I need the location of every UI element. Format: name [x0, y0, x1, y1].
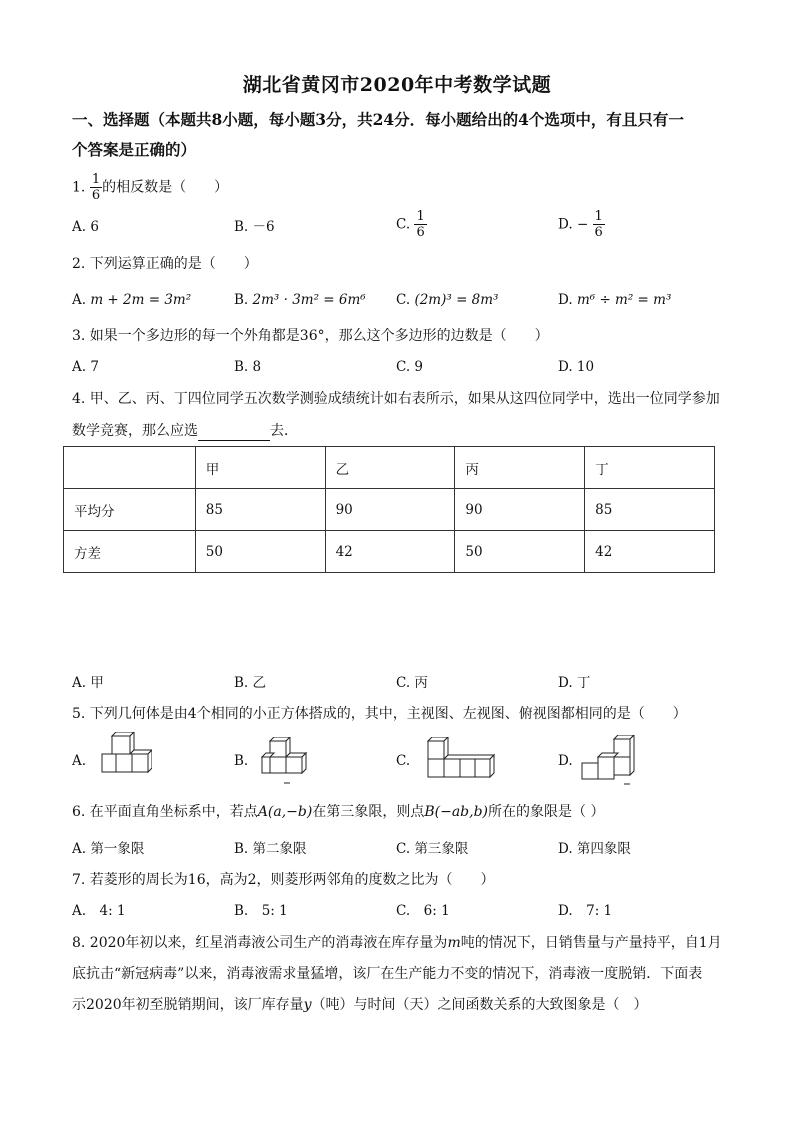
fraction-numerator: 1 [594, 209, 603, 224]
q5-option-c[interactable]: C. [396, 753, 411, 769]
question-6-text-end: 所在的象限是（ ） [488, 804, 605, 820]
page-title: 湖北省黄冈市2020年中考数学试题 [242, 74, 552, 96]
q1-option-d[interactable] [558, 209, 605, 240]
option-value: 6 [90, 219, 99, 235]
q5-option-d[interactable]: D. [558, 753, 573, 769]
question-1-number: 1. [72, 179, 86, 196]
q5-figure-b [258, 737, 314, 787]
option-label: C. [396, 216, 415, 233]
q2-option-d[interactable] [558, 290, 671, 310]
q6-option-d[interactable]: D. 第四象限 [558, 841, 631, 857]
q2-option-a[interactable] [72, 290, 191, 310]
table-cell: 85 [195, 489, 325, 531]
table-header-cell: 丙 [455, 447, 585, 489]
q3-option-a[interactable]: A. 7 [72, 359, 99, 375]
option-label: B. [234, 219, 253, 235]
question-6-text-mid: 在第三象限，则点 [312, 804, 425, 820]
q7-option-b[interactable]: B. 5: 1 [234, 903, 288, 919]
question-6 [72, 802, 604, 822]
fraction-denominator: 6 [416, 225, 425, 240]
table-cell: 42 [325, 531, 455, 573]
option-label: D. [558, 216, 577, 233]
point-a: A(a,−b) [257, 804, 313, 820]
fraction-denominator: 6 [91, 188, 101, 203]
q3-option-d[interactable]: D. 10 [558, 359, 595, 375]
option-expression: m + 2m = 3m² [90, 292, 192, 308]
option-value: －6 [252, 219, 275, 235]
point-b: B(−ab,b) [424, 804, 489, 820]
q7-option-a[interactable]: A. 4: 1 [72, 903, 126, 919]
q2-option-c[interactable] [396, 290, 498, 310]
option-label: A. [72, 292, 91, 308]
q3-option-c[interactable]: C. 9 [396, 359, 424, 375]
table-cell: 平均分 [64, 489, 196, 531]
question-8-text-end: （吨）与时间（天）之间函数关系的大致图象是（ ） [311, 997, 648, 1013]
option-expression: (2m)³ = 8m³ [414, 292, 499, 308]
q7-option-c[interactable]: C. 6: 1 [396, 903, 450, 919]
question-4-text: 数学竞赛，那么应选 [72, 423, 198, 439]
question-1-text: 的相反数是（ ） [102, 179, 229, 196]
table-row [64, 531, 715, 573]
q4-option-b[interactable]: B. 乙 [234, 675, 267, 691]
table-header-cell [64, 447, 196, 489]
question-4-line-1: 4. 甲、乙、丙、丁四位同学五次数学测验成绩统计如右表所示，如果从这四位同学中，选出一位同学参加 [72, 391, 720, 407]
question-8-line-2: 底抗击“新冠病毒”以来，消毒液需求量猛增，该厂在生产能力不变的情况下，消毒液一度脱销．下面表 [72, 966, 703, 982]
q1-option-b[interactable] [234, 217, 275, 237]
question-8-line-3 [72, 995, 648, 1015]
option-expression: 2m³ · 3m² = 6m⁶ [252, 292, 366, 308]
option-label: A. [72, 219, 91, 235]
table-row [64, 489, 715, 531]
q4-option-a[interactable]: A. 甲 [72, 675, 104, 691]
option-label: C. [396, 292, 415, 308]
question-5: 5. 下列几何体是由4个相同的小正方体搭成的，其中，主视图、左视图、俯视图都相同的是（ ） [72, 706, 687, 722]
q6-option-b[interactable]: B. 第二象限 [234, 841, 307, 857]
table-header-cell: 甲 [195, 447, 325, 489]
q1-option-a[interactable] [72, 217, 99, 237]
option-label: B. [234, 292, 253, 308]
option-label: D. [558, 292, 577, 308]
q5-option-a[interactable]: A. [72, 753, 87, 769]
q5-option-b[interactable]: B. [234, 753, 249, 769]
question-4-line-2 [72, 421, 298, 441]
section-heading-line-2: 个答案是正确的） [72, 140, 197, 159]
option-fraction [414, 209, 426, 240]
variable-m: m [447, 935, 461, 951]
question-2: 2. 下列运算正确的是（ ） [72, 256, 258, 272]
q4-option-c[interactable]: C. 丙 [396, 675, 428, 691]
table-cell: 方差 [64, 531, 196, 573]
answer-blank[interactable] [198, 426, 270, 441]
q5-figure-c [424, 737, 496, 783]
table-cell: 50 [195, 531, 325, 573]
fraction-numerator: 1 [416, 209, 425, 224]
question-1 [72, 172, 228, 203]
q3-option-b[interactable]: B. 8 [234, 359, 262, 375]
table-header-cell: 乙 [325, 447, 455, 489]
fraction-numerator: 1 [91, 172, 101, 187]
question-1-fraction [90, 172, 102, 203]
q6-option-c[interactable]: C. 第三象限 [396, 841, 469, 857]
table-cell: 85 [585, 489, 715, 531]
q7-option-d[interactable]: D. 7: 1 [558, 903, 613, 919]
option-expression: m⁶ ÷ m² = m³ [576, 292, 672, 308]
q6-option-a[interactable]: A. 第一象限 [72, 841, 145, 857]
table-cell: 50 [455, 531, 585, 573]
q5-figure-d [580, 735, 640, 787]
section-heading [72, 105, 742, 165]
q1-option-c[interactable] [396, 209, 427, 240]
question-8-text-end: 吨的情况下，日销售量与产量持平，自1月 [460, 935, 722, 951]
question-8-line-1 [72, 933, 722, 953]
table-header-row [64, 447, 715, 489]
q2-option-b[interactable] [234, 290, 366, 310]
question-4-text-end: 去． [270, 423, 298, 439]
question-8-text: 8. 2020年初以来，红星消毒液公司生产的消毒液在库存量为 [72, 935, 448, 951]
q4-option-d[interactable]: D. 丁 [558, 675, 591, 691]
question-3: 3. 如果一个多边形的每一个外角都是36°，那么这个多边形的边数是（ ） [72, 328, 549, 344]
question-8-text: 示2020年初至脱销期间，该厂库存量 [72, 997, 304, 1013]
table-header-cell: 丁 [585, 447, 715, 489]
table-cell: 42 [585, 531, 715, 573]
question-7: 7. 若菱形的周长为16，高为2，则菱形两邻角的度数之比为（ ） [72, 872, 495, 888]
table-cell: 90 [455, 489, 585, 531]
grades-table [63, 446, 715, 573]
section-heading-line-1: 一、选择题（本题共8小题，每小题3分，共24分．每小题给出的4个选项中，有且只有一 [72, 110, 684, 129]
question-6-text: 6. 在平面直角坐标系中，若点 [72, 804, 258, 820]
option-sign: − [576, 216, 589, 233]
variable-y: y [303, 997, 312, 1013]
option-fraction [593, 209, 605, 240]
table-cell: 90 [325, 489, 455, 531]
fraction-denominator: 6 [594, 225, 603, 240]
q5-figure-a [100, 732, 152, 784]
